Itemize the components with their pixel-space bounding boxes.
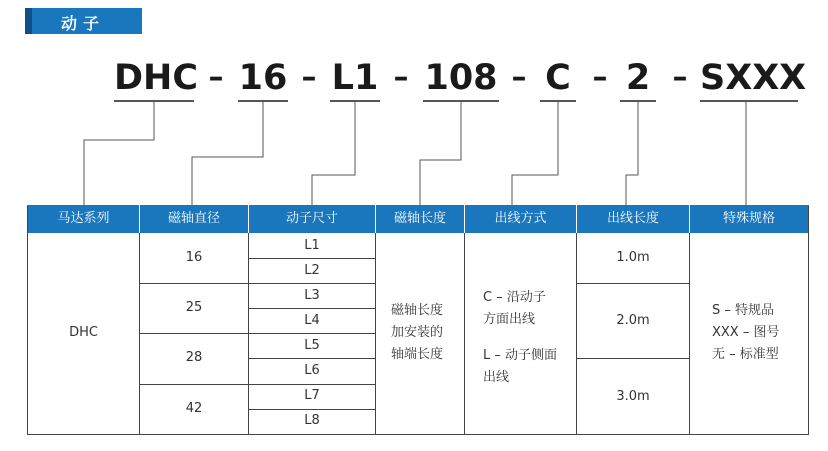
code-shaft-length: 108 bbox=[424, 58, 498, 98]
header-series: 马达系列 bbox=[28, 205, 139, 233]
outlet-method-line: 方面出线 bbox=[483, 312, 536, 327]
cell-size: L7 bbox=[304, 388, 320, 403]
underline-series bbox=[114, 100, 194, 102]
connector-shaft-length bbox=[420, 102, 461, 205]
code-separator: – bbox=[592, 60, 608, 95]
code-outlet-length: 2 bbox=[625, 58, 651, 98]
code-diameter: 16 bbox=[238, 58, 288, 98]
code-separator: – bbox=[511, 60, 527, 95]
code-special: SXXX bbox=[700, 58, 807, 98]
cell-size: L5 bbox=[304, 338, 320, 353]
cell-diameter: 42 bbox=[185, 401, 203, 416]
code-separator: – bbox=[208, 60, 224, 95]
col-sep bbox=[689, 233, 690, 434]
outlet-method-line: C – 沿动子 bbox=[483, 290, 546, 305]
header-outlet-length: 出线长度 bbox=[577, 205, 689, 233]
header-diameter: 磁轴直径 bbox=[140, 205, 248, 233]
cell-size: L8 bbox=[304, 413, 320, 428]
section-badge bbox=[25, 8, 142, 34]
header-outlet-method: 出线方式 bbox=[465, 205, 576, 233]
cell-size: L2 bbox=[304, 263, 320, 278]
row-sep-size bbox=[248, 358, 376, 359]
cell-outlet-method bbox=[483, 287, 575, 389]
cell-special bbox=[712, 300, 806, 366]
code-separator: – bbox=[301, 60, 317, 95]
outlet-method-line: 出线 bbox=[483, 370, 510, 385]
header-sep bbox=[689, 205, 690, 233]
code-size: L1 bbox=[331, 58, 379, 98]
table-border-top bbox=[27, 205, 809, 206]
cell-size: L6 bbox=[304, 363, 320, 378]
code-series: DHC bbox=[114, 58, 199, 98]
underline-diameter bbox=[238, 100, 288, 102]
underline-shaft-length bbox=[423, 100, 499, 102]
row-sep-outlet-length bbox=[576, 283, 690, 284]
header-sep bbox=[375, 205, 376, 233]
connector-size bbox=[312, 102, 355, 205]
row-sep-diameter bbox=[139, 384, 376, 385]
special-line: XXX – 图号 bbox=[712, 325, 780, 340]
table-border-bottom bbox=[27, 434, 809, 435]
table-border-right bbox=[808, 205, 809, 435]
special-line: 无 – 标准型 bbox=[712, 347, 779, 362]
underline-outlet-length bbox=[620, 100, 656, 102]
shaft-length-line: 加安装的 bbox=[391, 325, 444, 340]
code-separator: – bbox=[393, 60, 409, 95]
connector-outlet-method bbox=[512, 102, 558, 205]
header-size: 动子尺寸 bbox=[249, 205, 375, 233]
cell-outlet-length: 1.0m bbox=[616, 250, 650, 265]
code-separator: – bbox=[672, 60, 688, 95]
col-sep bbox=[464, 233, 465, 434]
header-sep bbox=[464, 205, 465, 233]
row-sep-size bbox=[248, 258, 376, 259]
cell-outlet-length: 2.0m bbox=[616, 313, 650, 328]
connector-outlet-length bbox=[626, 102, 638, 205]
row-sep-diameter bbox=[139, 333, 376, 334]
row-sep-size bbox=[248, 308, 376, 309]
header-shaft-length: 磁轴长度 bbox=[376, 205, 464, 233]
header-special: 特殊规格 bbox=[690, 205, 808, 233]
row-sep-size bbox=[248, 409, 376, 410]
cell-outlet-length: 3.0m bbox=[616, 389, 650, 404]
code-outlet-method: C bbox=[545, 58, 571, 98]
cell-diameter: 28 bbox=[185, 350, 203, 365]
underline-outlet-method bbox=[540, 100, 576, 102]
outlet-method-spacer bbox=[483, 331, 575, 345]
badge-stripe bbox=[25, 8, 32, 34]
shaft-length-line: 磁轴长度 bbox=[391, 303, 444, 318]
shaft-length-line: 轴端长度 bbox=[391, 347, 444, 362]
underline-special bbox=[700, 100, 798, 102]
cell-diameter: 25 bbox=[185, 300, 203, 315]
outlet-method-line: L – 动子侧面 bbox=[483, 348, 558, 363]
header-sep bbox=[139, 205, 140, 233]
header-sep bbox=[248, 205, 249, 233]
underline-size bbox=[330, 100, 380, 102]
cell-size: L4 bbox=[304, 313, 320, 328]
cell-shaft-length bbox=[391, 300, 461, 366]
cell-diameter: 16 bbox=[185, 250, 203, 265]
cell-size: L3 bbox=[304, 288, 320, 303]
cell-series: DHC bbox=[69, 325, 98, 340]
connector-series bbox=[84, 102, 154, 205]
table-border-left bbox=[27, 205, 28, 435]
row-sep-outlet-length bbox=[576, 358, 690, 359]
connector-diameter bbox=[192, 102, 263, 205]
row-sep-diameter bbox=[139, 283, 376, 284]
section-title: 动子 bbox=[61, 14, 106, 33]
special-line: S – 特规品 bbox=[712, 303, 775, 318]
cell-size: L1 bbox=[304, 238, 320, 253]
header-sep bbox=[576, 205, 577, 233]
